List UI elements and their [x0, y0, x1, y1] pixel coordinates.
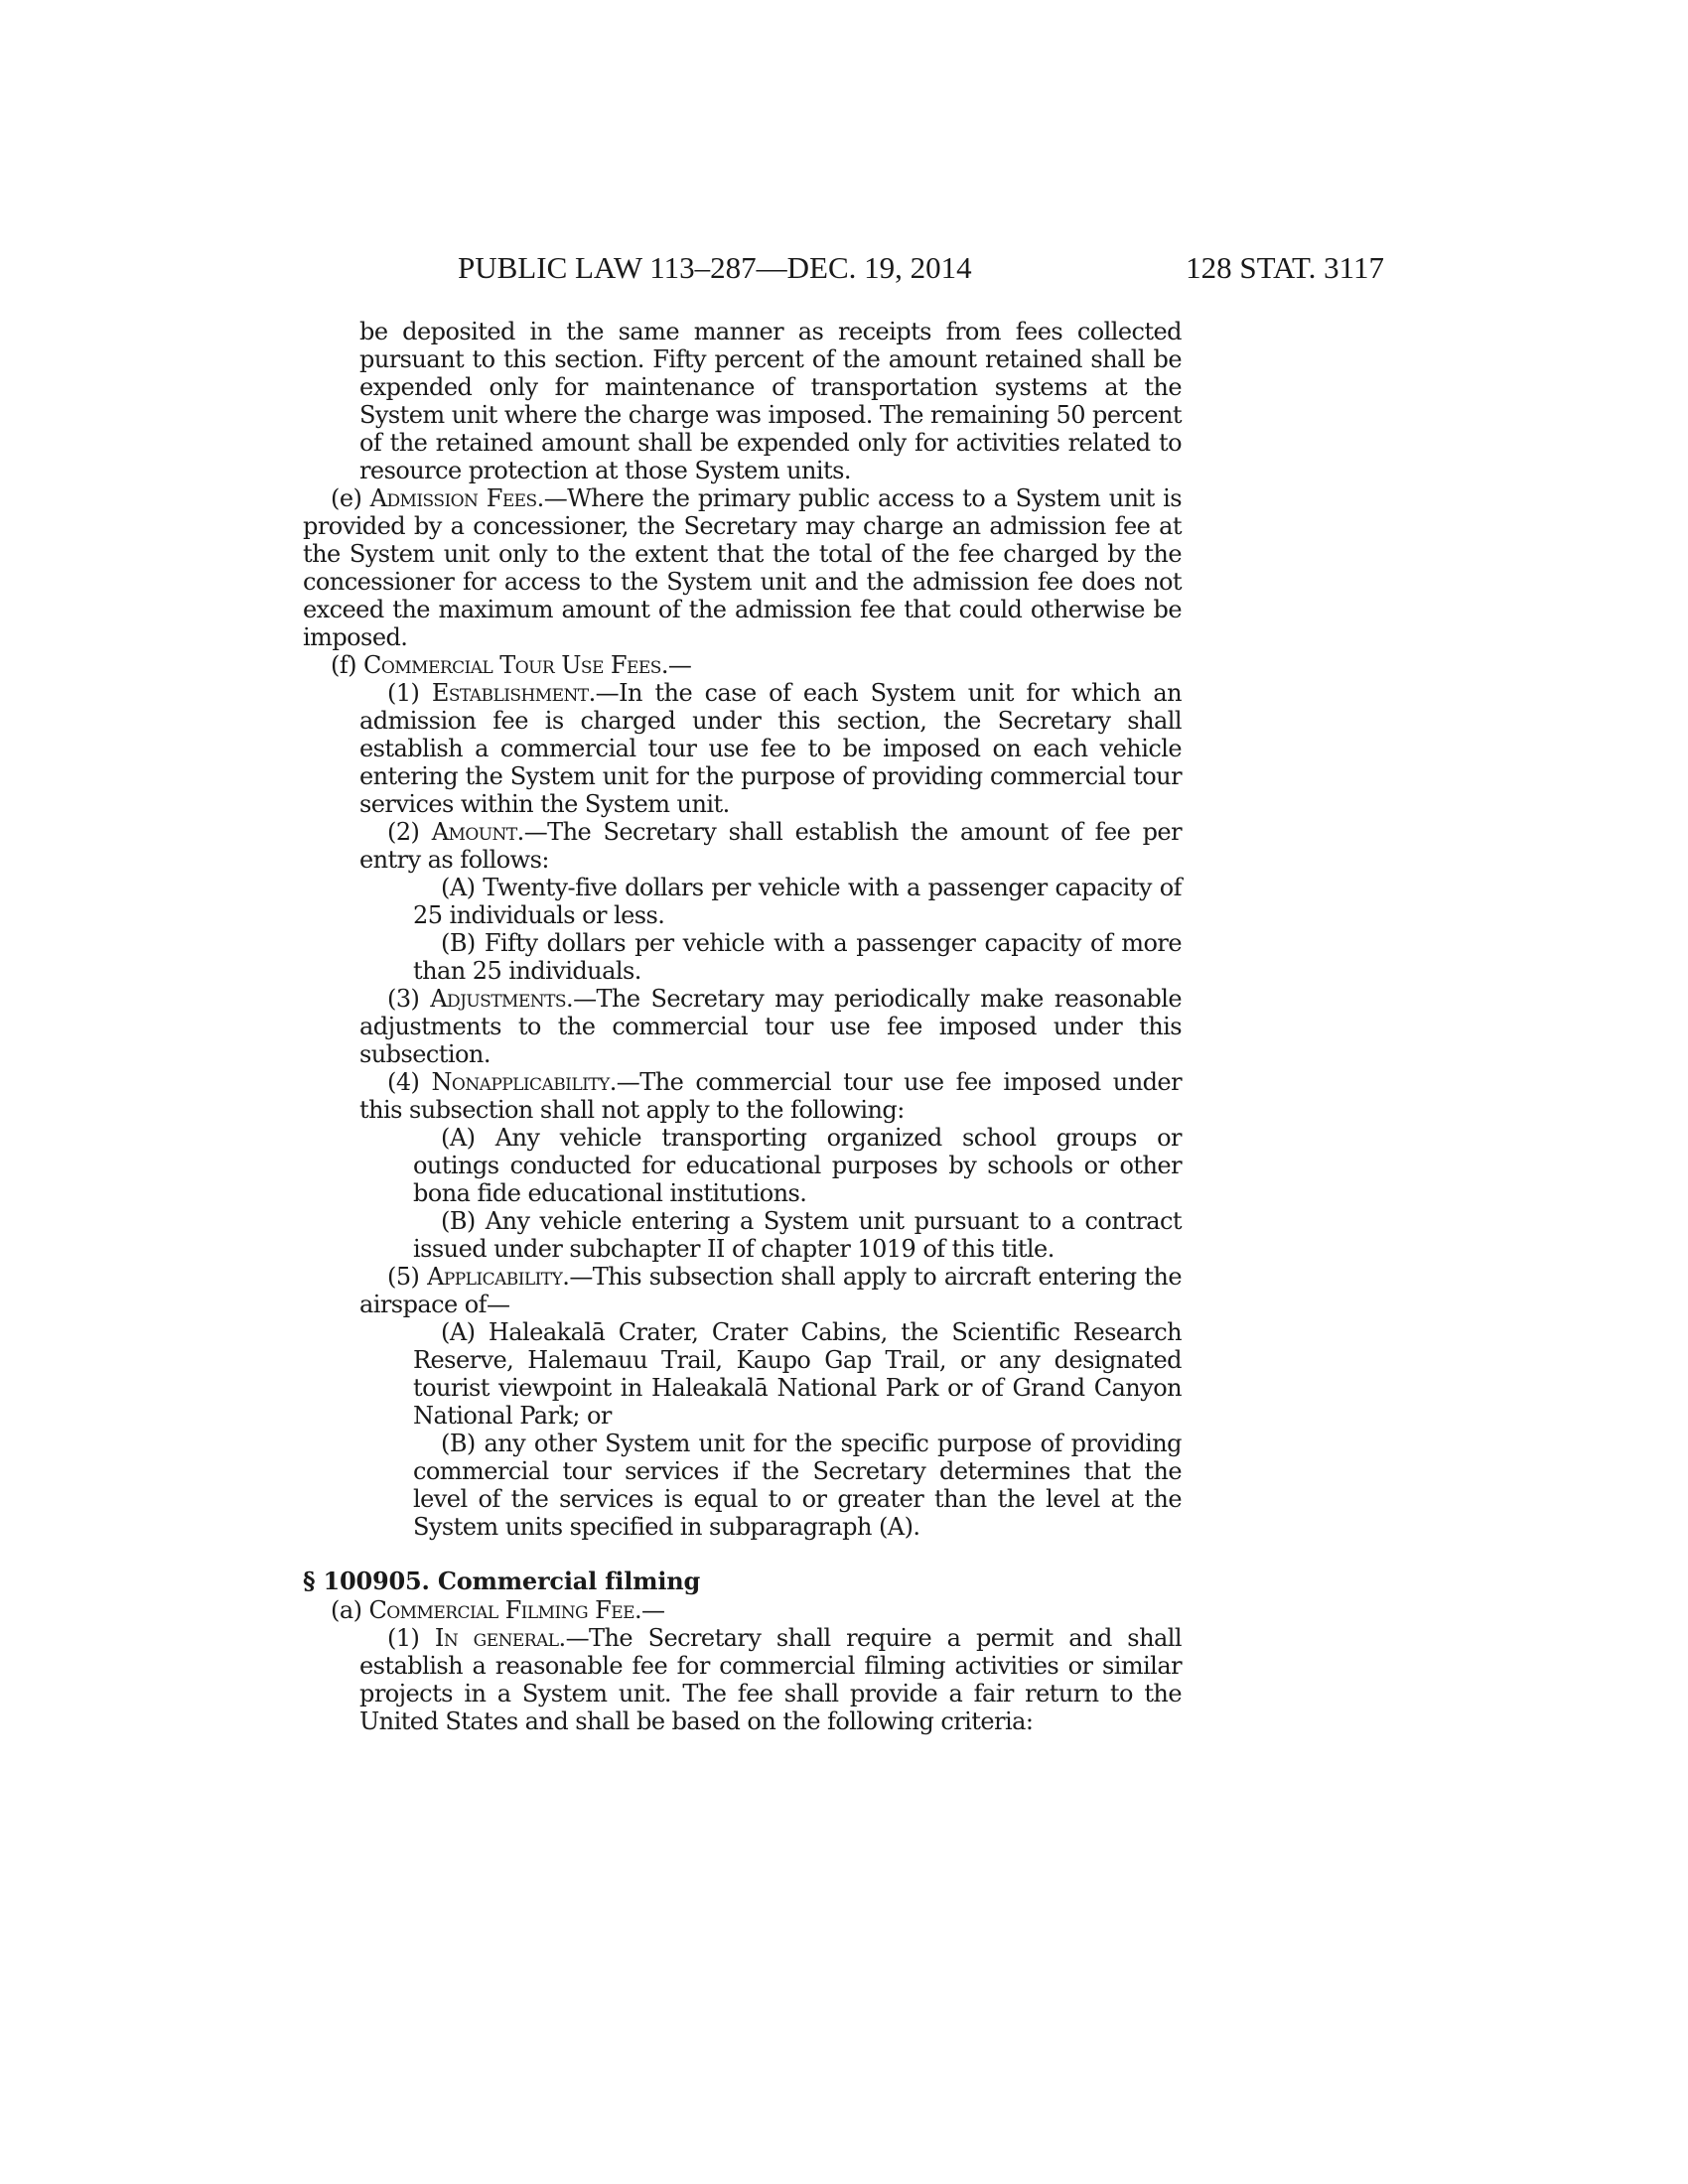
subsection-e: [303, 484, 1182, 651]
document-body: [303, 318, 1182, 1735]
paragraph-a1-label: (1): [387, 1624, 435, 1652]
subsection-f: [303, 651, 1182, 679]
paragraph-f5-text: .—This subsection shall apply to aircraft entering the airspace of—: [359, 1263, 1182, 1318]
paragraph-f3-heading: Adjustments: [430, 985, 566, 1013]
subsection-a: [303, 1596, 1182, 1624]
paragraph-a1: [303, 1624, 1182, 1735]
subsection-f-label: (f): [331, 651, 364, 679]
paragraph-f5-label: (5): [387, 1263, 428, 1291]
paragraph-f3-label: (3): [387, 985, 431, 1013]
paragraph-f4-text: .—The commercial tour use fee imposed under this subsection shall not apply to the following:: [359, 1068, 1182, 1124]
subparagraph-f2a: (A) Twenty-five dollars per vehicle with a passenger capacity of 25 individuals or less.: [413, 874, 1182, 929]
paragraph-f1-text: .—In the case of each System unit for which an admission fee is charged under this section, the Secretary shall establish a commercial tour use fee to be imposed on each vehicle entering the System unit for the purpose of providing commercial tour services within the System unit.: [359, 679, 1182, 818]
paragraph-a1-text: .—The Secretary shall require a permit and shall establish a reasonable fee for commercial filming activities or similar projects in a System unit. The fee shall provide a fair return to the United States and shall be based on the following criteria:: [359, 1624, 1182, 1735]
paragraph-f1-heading: Establishment: [431, 679, 589, 707]
paragraph-f2-text: .—The Secretary shall establish the amount of fee per entry as follows:: [359, 818, 1182, 874]
subsection-f-heading: Commercial Tour Use Fees: [363, 651, 661, 679]
header-title: PUBLIC LAW 113–287—DEC. 19, 2014: [458, 250, 972, 285]
paragraph-f1: [303, 679, 1182, 818]
paragraph-f3-text: .—The Secretary may periodically make reasonable adjustments to the commercial tour use fee imposed under this subsection.: [359, 985, 1182, 1068]
statute-page-number: 128 STAT. 3117: [1186, 250, 1384, 285]
paragraph-f1-label: (1): [387, 679, 432, 707]
subsection-e-heading: Admission Fees: [369, 484, 537, 512]
paragraph-f4-heading: Nonapplicability: [431, 1068, 610, 1096]
subsection-f-text: .—: [660, 651, 692, 679]
paragraph-f3: [303, 985, 1182, 1068]
subsection-a-label: (a): [331, 1596, 369, 1624]
subparagraph-f4a: (A) Any vehicle transporting organized school groups or outings conducted for educational purposes by schools or other bona fide educational institutions.: [413, 1124, 1182, 1207]
subparagraph-f5a: (A) Haleakalā Crater, Crater Cabins, the Scientific Research Reserve, Halemauu Trail, Kaupo Gap Trail, or any designated tourist viewpoint in Haleakalā National Park or of Grand Canyon National Park; or: [413, 1318, 1182, 1430]
section-heading: § 100905. Commercial filming: [303, 1567, 701, 1595]
subparagraph-f2b: (B) Fifty dollars per vehicle with a passenger capacity of more than 25 individuals.: [413, 929, 1182, 985]
subsection-e-label: (e): [331, 484, 370, 512]
paragraph-f4-label: (4): [387, 1068, 432, 1096]
paragraph-f2-label: (2): [387, 818, 432, 846]
paragraph-f5-heading: Applicability: [427, 1263, 563, 1291]
running-header: [0, 248, 1688, 288]
paragraph-f2: [303, 818, 1182, 874]
subparagraph-f4b: (B) Any vehicle entering a System unit pursuant to a contract issued under subchapter II of chapter 1019 of this title.: [413, 1207, 1182, 1263]
paragraph-a1-heading: In general: [434, 1624, 559, 1652]
subsection-e-text: .—Where the primary public access to a System unit is provided by a concessioner, the Secretary may charge an admission fee at the System unit only to the extent that the total of the fee charged by the concessioner for access to the System unit and the admission fee does not exceed the maximum amount of the admission fee that could otherwise be imposed.: [303, 484, 1183, 651]
paragraph-f2-heading: Amount: [431, 818, 517, 846]
subparagraph-f5b: (B) any other System unit for the specific purpose of providing commercial tour services if the Secretary determines that the level of the services is equal to or greater than the level at the System units specified in subparagraph (A).: [413, 1430, 1182, 1541]
continuation-paragraph: be deposited in the same manner as receipts from fees collected pursuant to this section. Fifty percent of the amount retained shall be expended only for maintenance of transportation systems at the System unit where the charge was imposed. The remaining 50 percent of the retained amount shall be expended only for activities related to resource protection at those System units.: [359, 318, 1182, 484]
subsection-a-heading: Commercial Filming Fee: [368, 1596, 634, 1624]
paragraph-f4: [303, 1068, 1182, 1124]
paragraph-f5: [303, 1263, 1182, 1318]
subsection-a-text: .—: [633, 1596, 665, 1624]
